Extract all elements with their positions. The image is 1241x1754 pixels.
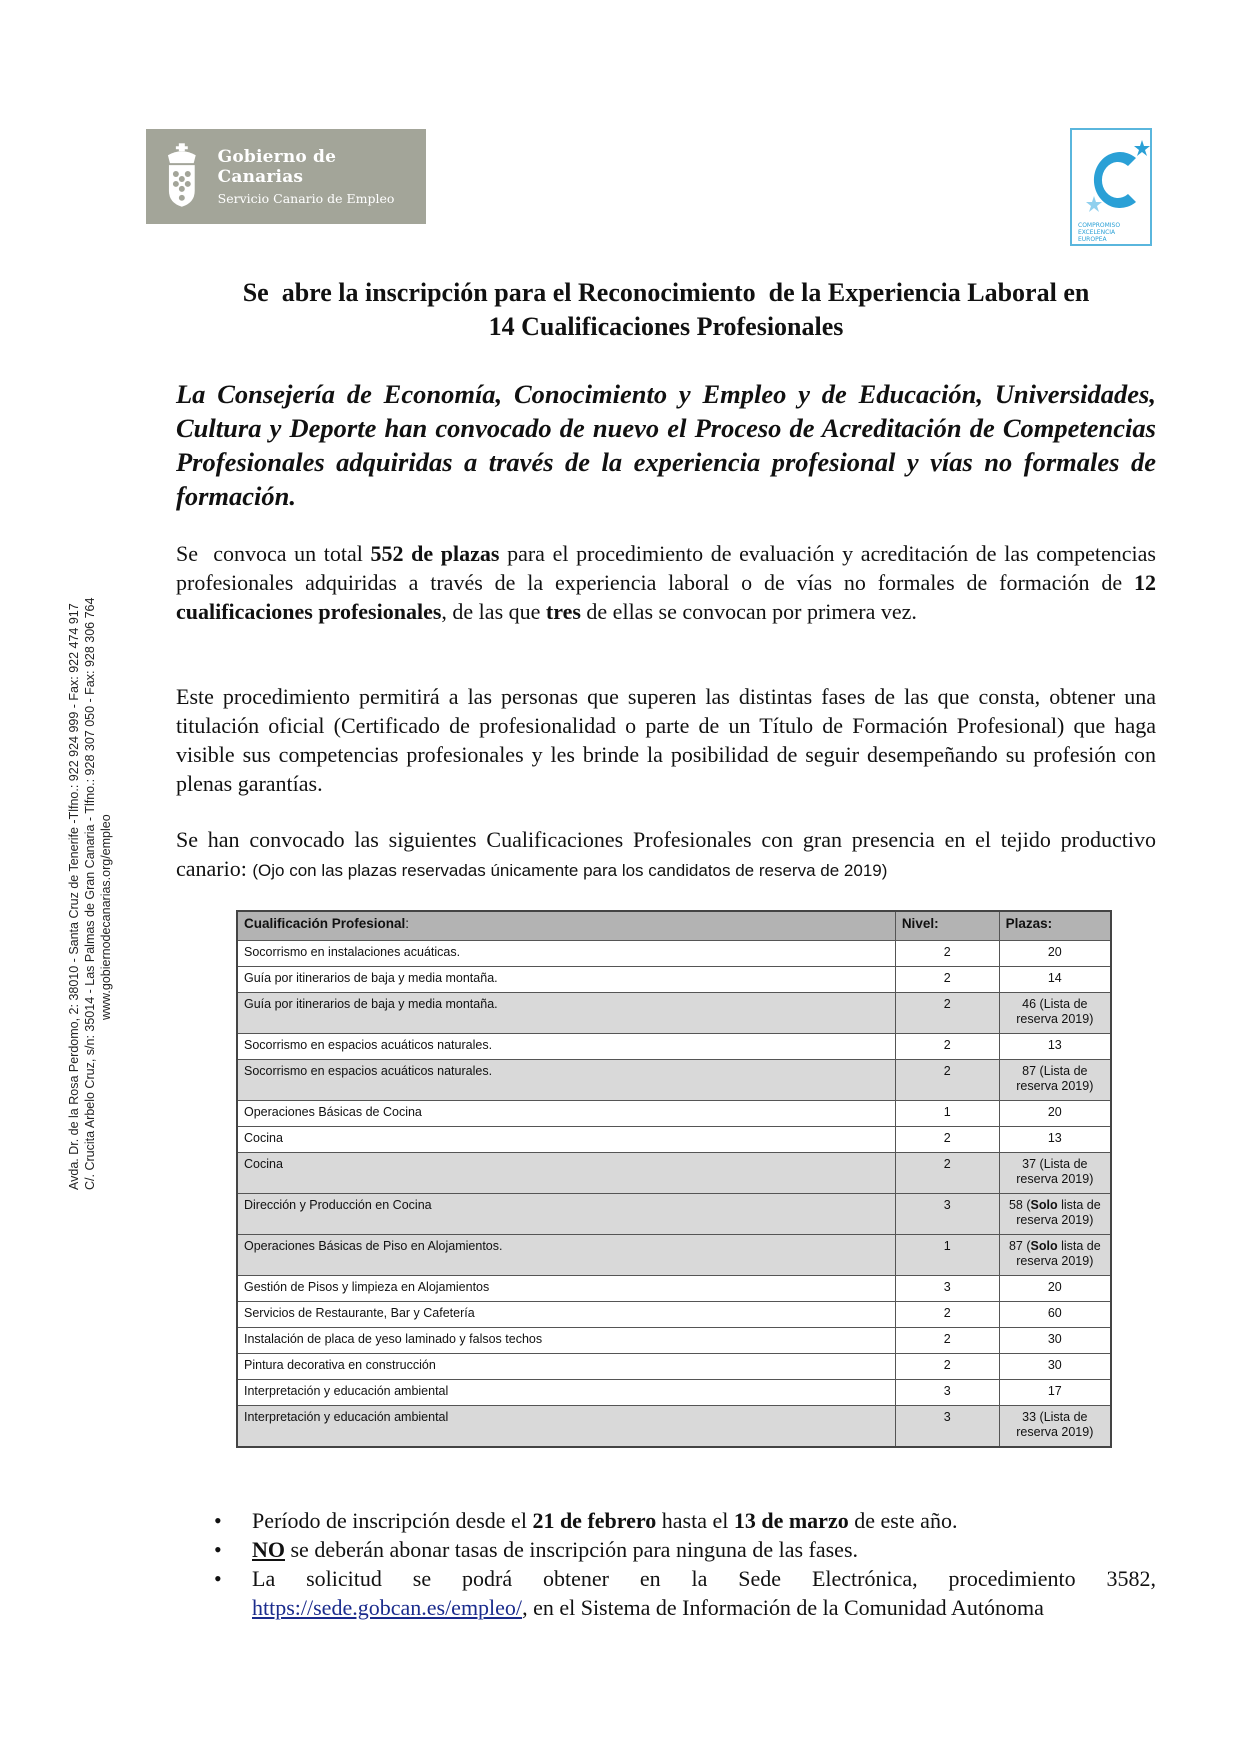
cell-name: Instalación de placa de yeso laminado y falsos techos [237,1328,895,1354]
cell-plazas: 33 (Lista de reserva 2019) [999,1406,1111,1448]
cell-nivel: 3 [895,1194,999,1235]
table-row [237,1302,1111,1328]
table-row [237,941,1111,967]
table-row [237,1235,1111,1276]
cell-name: Socorrismo en espacios acuáticos naturales. [237,1034,895,1060]
header-cualificacion-label: Cualificación Profesional [244,916,406,931]
cell-name: Socorrismo en espacios acuáticos naturales. [237,1060,895,1101]
seal-line-2: EXCELENCIA [1078,229,1116,236]
side-line-tenerife: Avda. Dr. de la Rosa Perdomo, 2: 38010 - Santa Cruz de Tenerife -Tlfno.: 922 924 999 - Fax: 922 474 917 [67,603,81,1190]
table-row [237,1194,1111,1235]
table-row [237,1153,1111,1194]
header-plazas: Plazas: [999,911,1111,941]
cell-name: Guía por itinerarios de baja y media montaña. [237,967,895,993]
cell-name: Interpretación y educación ambiental [237,1406,895,1448]
p1-text-g: de ellas se convocan por primera vez. [580,599,917,624]
cell-nivel: 3 [895,1276,999,1302]
b1-text-c: hasta el [656,1508,734,1533]
b1-end-date: 13 de marzo [733,1508,849,1533]
sede-electronica-link[interactable]: https://sede.gobcan.es/empleo/ [252,1595,523,1620]
paragraph-convocadas [176,825,1156,885]
header-nivel: Nivel: [895,911,999,941]
b2-no: NO [252,1537,285,1562]
cell-plazas [999,1235,1111,1276]
b3-text-a: La solicitud se podrá obtener en la Sede Electrónica, procedimiento 3582, [252,1566,1156,1591]
cell-name: Guía por itinerarios de baja y media montaña. [237,993,895,1034]
p1-text-c: para el procedimiento de evaluación y acreditación de las competencias profesionales adquiridas a través de la experiencia laboral o de vías no formales de formación de [176,541,1156,595]
cell-name: Operaciones Básicas de Cocina [237,1101,895,1127]
cell-name: Cocina [237,1127,895,1153]
cell-plazas: 13 [999,1034,1111,1060]
b3-text-b: , en el Sistema de Información de la Comunidad Autónoma [522,1595,1044,1620]
table-row [237,993,1111,1034]
table-row [237,1354,1111,1380]
cell-nivel: 2 [895,941,999,967]
cell-nivel: 2 [895,1127,999,1153]
paragraph-procedimiento: Este procedimiento permitirá a las personas que superen las distintas fases de las que consta, obtener una titulación oficial (Certificado de profesionalidad o parte de un Título de Formación Profesional) que haga visible sus competencias profesionales y les brinde la posibilidad de seguir desempeñando su profesión con plenas garantías. [176,684,1156,796]
paragraph-plazas [176,539,1156,626]
side-line-gran-canaria: C/. Crucita Arbelo Cruz, s/n: 35014 - Las Palmas de Gran Canaria - Tlfno.: 928 307 050 - Fax: 928 306 764 [83,597,97,1190]
cell-plazas: 60 [999,1302,1111,1328]
cell-name: Dirección y Producción en Cocina [237,1194,895,1235]
title-line-1: Se abre la inscripción para el Reconocimiento de la Experiencia Laboral en [242,278,1090,307]
cell-plazas: 30 [999,1354,1111,1380]
cell-plazas: 30 [999,1328,1111,1354]
p3-note: (Ojo con las plazas reservadas únicamente para los candidatos de reserva de 2019) [252,861,888,880]
cell-plazas: 20 [999,941,1111,967]
gobierno-canarias-logo [146,129,426,224]
cell-name: Operaciones Básicas de Piso en Alojamientos. [237,1235,895,1276]
cell-name: Interpretación y educación ambiental [237,1380,895,1406]
table-row [237,1101,1111,1127]
b1-text-e: de este año. [848,1508,958,1533]
cell-nivel: 3 [895,1380,999,1406]
p1-text-a: Se convoca un total [176,541,371,566]
seal-line-3: EUROPEA [1078,236,1107,243]
b1-text-a: Período de inscripción desde el [252,1508,533,1533]
logo-title: Gobierno de Canarias [217,147,337,187]
cell-nivel: 2 [895,1328,999,1354]
side-line-web: www.gobiernodecanarias.org/empleo [99,814,113,1020]
table-row [237,1276,1111,1302]
cell-nivel: 2 [895,1302,999,1328]
info-bullet-list [214,1506,1156,1622]
cell-plazas [999,1194,1111,1235]
bullet-tasas [214,1535,1156,1564]
cell-nivel: 2 [895,1354,999,1380]
plazas-solo: Solo [1030,1198,1058,1212]
b2-text: se deberán abonar tasas de inscripción para ninguna de las fases. [285,1537,858,1562]
cell-plazas: 14 [999,967,1111,993]
plazas-reserva: lista de reserva 2019) [1016,1198,1101,1227]
excelencia-europea-seal [1070,128,1152,246]
plazas-count: 87 ( [1008,1239,1031,1253]
cell-name: Socorrismo en instalaciones acuáticas. [237,941,895,967]
p1-total-plazas: 552 de plazas [370,541,500,566]
cell-plazas: 17 [999,1380,1111,1406]
title-line-2: 14 Cualificaciones Profesionales [488,312,844,341]
excellence-c-icon [1072,130,1150,220]
cell-plazas: 46 (Lista de reserva 2019) [999,993,1111,1034]
cell-plazas: 20 [999,1276,1111,1302]
p1-text-e: , de las que [441,599,546,624]
plazas-reserva: lista de reserva 2019) [1016,1239,1101,1268]
cell-nivel: 2 [895,993,999,1034]
b1-start-date: 21 de febrero [532,1508,657,1533]
plazas-solo: Solo [1030,1239,1058,1253]
p3-text: Se han convocado las siguientes Cualificaciones Profesionales con gran presencia en el tejido productivo canario: [176,827,1156,881]
p1-tres: tres [545,599,581,624]
cell-nivel: 3 [895,1406,999,1448]
side-address-text [66,490,114,1190]
header-cualificacion-colon: : [405,916,410,931]
table-row [237,1380,1111,1406]
cell-name: Cocina [237,1153,895,1194]
bullet-periodo [214,1506,1156,1535]
cell-name: Gestión de Pisos y limpieza en Alojamientos [237,1276,895,1302]
cell-nivel: 2 [895,1153,999,1194]
cell-plazas: 37 (Lista de reserva 2019) [999,1153,1111,1194]
cualificaciones-table [236,910,1112,1448]
cell-name: Pintura decorativa en construcción [237,1354,895,1380]
cell-nivel: 2 [895,967,999,993]
cell-name: Servicios de Restaurante, Bar y Cafetería [237,1302,895,1328]
seal-line-1: COMPROMISO [1078,222,1121,229]
table-row [237,967,1111,993]
cell-plazas: 87 (Lista de reserva 2019) [999,1060,1111,1101]
header-cualificacion [237,911,895,941]
canarias-crest-icon [162,143,202,211]
logo-subtitle: Servicio Canario de Empleo [217,191,395,206]
page-title [176,276,1156,344]
cell-nivel: 2 [895,1034,999,1060]
table-row [237,1060,1111,1101]
table-header-row [237,911,1111,941]
lead-paragraph: La Consejería de Economía, Conocimiento y Empleo y de Educación, Universidades, Cultura y Deporte han convocado de nuevo el Proceso de Acreditación de Competencias Profesionales adquiridas a través de la experiencia profesional y vías no formales de formación. [176,379,1156,511]
table-row [237,1034,1111,1060]
cell-nivel: 1 [895,1235,999,1276]
plazas-count: 58 ( [1008,1198,1031,1212]
table-row [237,1328,1111,1354]
p1-cualificaciones-count: 12 cualificaciones profesionales [176,570,1156,624]
bullet-solicitud [214,1564,1156,1622]
table-row [237,1406,1111,1448]
cell-plazas: 13 [999,1127,1111,1153]
table-row [237,1127,1111,1153]
cell-plazas: 20 [999,1101,1111,1127]
cell-nivel: 1 [895,1101,999,1127]
cell-nivel: 2 [895,1060,999,1101]
